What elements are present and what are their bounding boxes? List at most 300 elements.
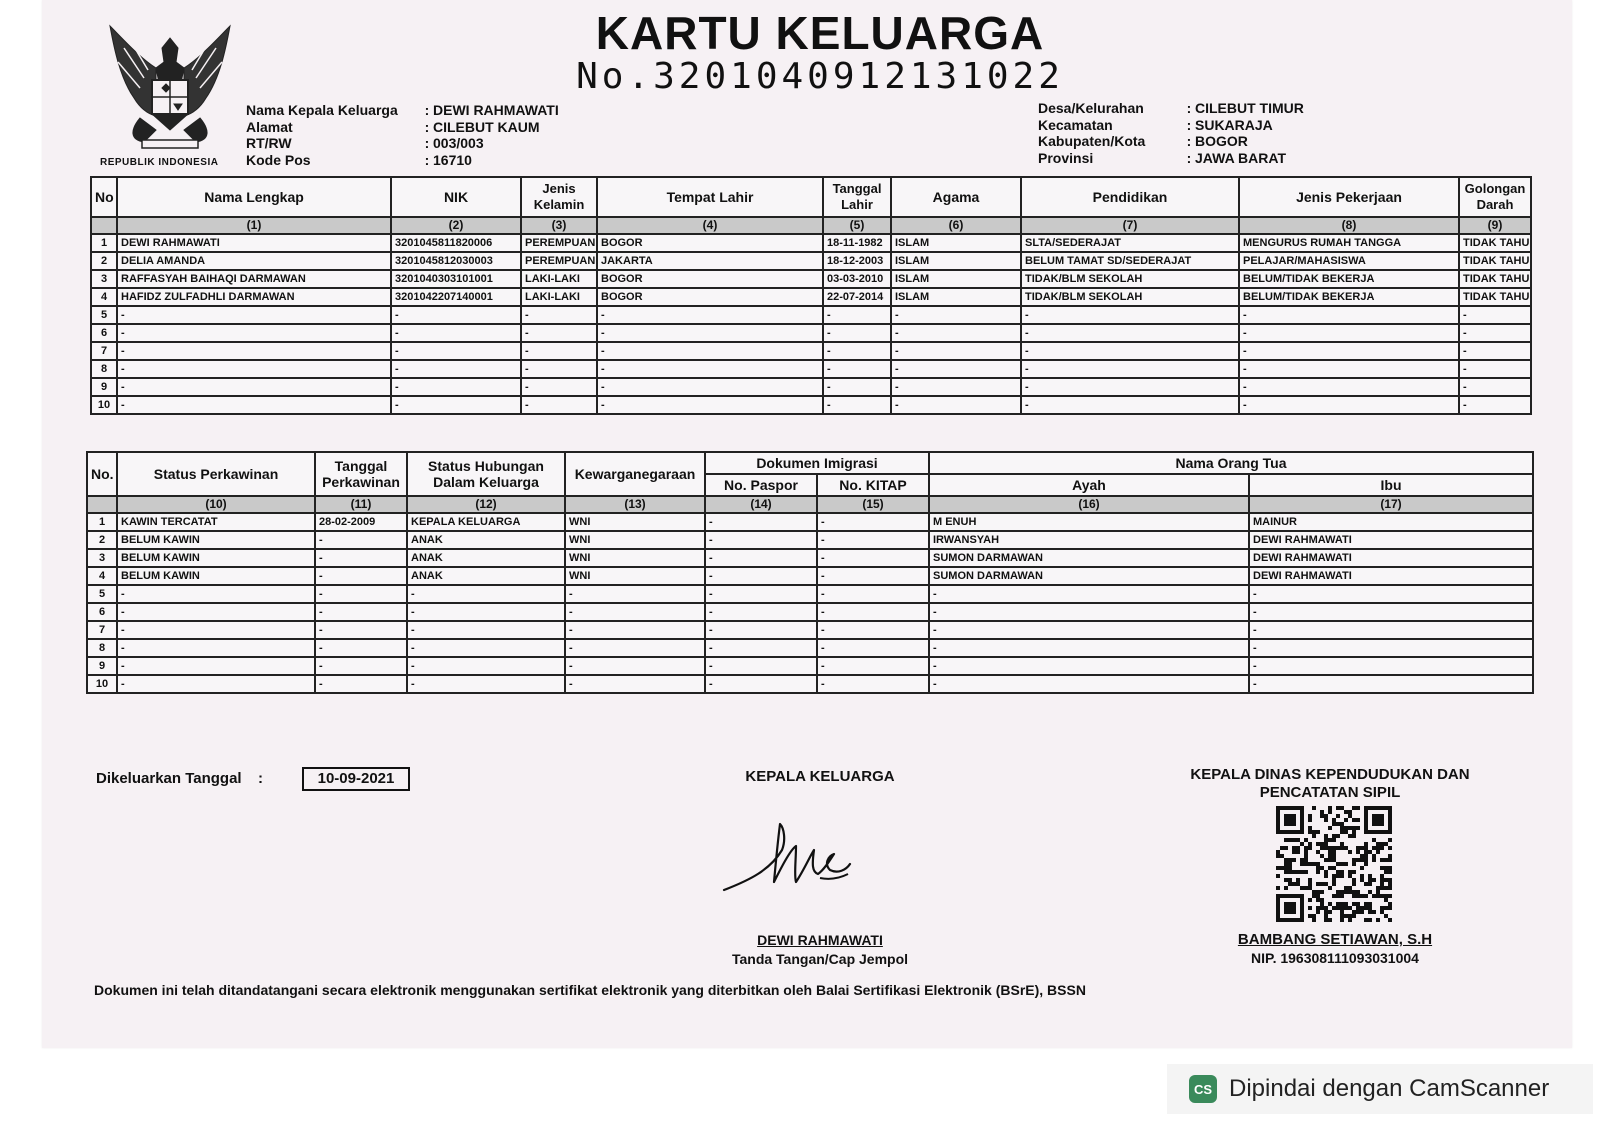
table-cell: - [1021,306,1239,324]
table-cell: LAKI-LAKI [521,270,597,288]
header-value: 16710 [433,151,472,168]
table-cell: - [565,675,705,693]
table-cell: BELUM KAWIN [117,549,315,567]
header-label: Desa/Kelurahan [1038,100,1144,116]
col-header: Dokumen Imigrasi [705,452,929,474]
table-cell: 22-07-2014 [823,288,891,306]
document-number [0,56,1600,97]
header-label: Provinsi [1038,149,1094,166]
table-cell: TIDAK TAHU [1459,270,1531,288]
camscanner-watermark [1167,1064,1593,1114]
table-cell: ANAK [407,531,565,549]
table-row [91,234,1531,252]
table-cell: - [929,585,1249,603]
header-row [1038,100,1304,117]
table-cell: MAINUR [1249,513,1533,531]
header-right [1038,100,1304,166]
table-cell: - [391,378,521,396]
table-cell: - [597,324,823,342]
table-cell: TIDAK TAHU [1459,234,1531,252]
table-cell: - [315,621,407,639]
table-cell: 2 [91,252,117,270]
table-cell: - [315,657,407,675]
header-value: SUKARAJA [1195,116,1273,133]
table-cell: 7 [91,342,117,360]
column-number: (4) [597,217,823,234]
table-cell: BOGOR [597,234,823,252]
official-heading-line: KEPALA DINAS KEPENDUDUKAN DAN [1190,766,1470,783]
table-cell: - [1239,342,1459,360]
table-cell: 4 [91,288,117,306]
col-header: Ayah [929,474,1249,496]
table-cell: BOGOR [597,288,823,306]
table-cell: - [823,306,891,324]
table-cell: 8 [87,639,117,657]
table-cell: - [521,306,597,324]
table-cell: ANAK [407,549,565,567]
table-cell: DEWI RAHMAWATI [1249,567,1533,585]
table-cell: - [521,342,597,360]
table-cell: - [391,324,521,342]
table-cell: - [823,396,891,414]
col-header: Agama [891,177,1021,217]
column-number [87,496,117,513]
table-cell: 10 [87,675,117,693]
table-cell: BELUM KAWIN [117,531,315,549]
table-cell: - [391,306,521,324]
column-number: (8) [1239,217,1459,234]
table-cell: - [407,639,565,657]
col-header: No. KITAP [817,474,929,496]
table-cell: - [315,675,407,693]
table-cell: IRWANSYAH [929,531,1249,549]
table-cell: - [705,513,817,531]
table-cell: WNI [565,549,705,567]
table-cell: - [1239,396,1459,414]
table-cell: - [1459,396,1531,414]
table-cell: - [407,657,565,675]
header-label: Nama Kepala Keluarga [246,102,398,118]
table-cell: 3 [91,270,117,288]
issued-date: 10-09-2021 [302,767,410,791]
header-value: CILEBUT TIMUR [1195,100,1304,116]
table-cell: - [705,603,817,621]
official-name: BAMBANG SETIAWAN, S.H [1237,931,1433,948]
table-cell: - [565,585,705,603]
header-row [246,119,559,136]
table-cell: - [315,549,407,567]
table-cell: - [565,639,705,657]
header-label: Kecamatan [1038,116,1113,133]
header-sep: : [424,118,430,135]
col-header: NIK [391,177,521,217]
table-row [91,288,1531,306]
table-cell: 3201040303101001 [391,270,521,288]
table-cell: 9 [91,378,117,396]
family-status-table [86,451,1534,694]
header-label: Kode Pos [246,151,311,168]
table-cell: - [817,549,929,567]
header-row [246,102,559,119]
table-cell: 18-12-2003 [823,252,891,270]
col-header: Status Perkawinan [117,452,315,496]
col-header: Tempat Lahir [597,177,823,217]
emblem-caption: REPUBLIK INDONESIA [100,157,219,168]
table-cell: - [705,657,817,675]
table-cell: - [891,378,1021,396]
official-nip: NIP. 196308111093031004 [1251,950,1419,966]
header-row [246,152,559,169]
column-number: (6) [891,217,1021,234]
table-cell: - [391,396,521,414]
table-cell: - [1459,378,1531,396]
column-number: (17) [1249,496,1533,513]
column-number [91,217,117,234]
header-row [1038,150,1304,167]
table-cell: - [1021,378,1239,396]
table-cell: PEREMPUAN [521,252,597,270]
table-cell: - [521,378,597,396]
table-cell: - [817,531,929,549]
table-cell: JAKARTA [597,252,823,270]
table-cell: - [705,549,817,567]
table-cell: 8 [91,360,117,378]
table-cell: 1 [87,513,117,531]
table-cell: 1 [91,234,117,252]
col-header: Kewarganegaraan [565,452,705,496]
table-row [91,378,1531,396]
table-cell: - [891,306,1021,324]
col-header: Jenis Pekerjaan [1239,177,1459,217]
table-cell: - [597,378,823,396]
header-sep: : [1186,116,1192,133]
table-cell: - [117,657,315,675]
table-cell: - [1021,360,1239,378]
table-cell: - [407,621,565,639]
table-cell: KEPALA KELUARGA [407,513,565,531]
table-cell: - [521,360,597,378]
official-heading [1170,766,1490,802]
header-sep: : [424,151,430,168]
table-cell: - [817,657,929,675]
family-status-body [87,496,1533,693]
header-value: 003/003 [433,135,484,151]
handwritten-signature [720,820,860,900]
table-row [87,549,1533,567]
column-number: (11) [315,496,407,513]
column-number: (7) [1021,217,1239,234]
table-cell: - [705,639,817,657]
table-cell: - [1249,639,1533,657]
header-sep: : [1186,149,1192,166]
table-row [91,324,1531,342]
table-cell: - [407,675,565,693]
table-cell: - [521,396,597,414]
table-cell: - [597,306,823,324]
table-cell: 3 [87,549,117,567]
header-row [246,135,559,152]
document-title: KARTU KELUARGA [595,7,1045,59]
table-cell: - [1249,675,1533,693]
table-cell: - [117,396,391,414]
table-cell: DEWI RAHMAWATI [1249,531,1533,549]
number-prefix: No. [576,56,654,97]
table-cell: - [929,603,1249,621]
header-sep: : [1186,133,1192,149]
header-sep: : [1186,100,1192,116]
table-cell: TIDAK TAHU [1459,288,1531,306]
col-header: Pendidikan [1021,177,1239,217]
table-cell: - [117,585,315,603]
table-cell: - [1459,324,1531,342]
family-members-body [91,217,1531,414]
table-cell: - [1239,324,1459,342]
column-number: (14) [705,496,817,513]
table-cell: - [117,675,315,693]
table-cell: 6 [91,324,117,342]
table-cell: WNI [565,531,705,549]
table-cell: 3201042207140001 [391,288,521,306]
table-cell: DEWI RAHMAWATI [1249,549,1533,567]
column-number-row [91,217,1531,234]
table-cell: - [391,342,521,360]
header-value: CILEBUT KAUM [433,118,540,135]
column-number: (16) [929,496,1249,513]
table-cell: 3201045812030003 [391,252,521,270]
table-cell: 7 [87,621,117,639]
table-cell: ISLAM [891,234,1021,252]
table-cell: - [117,639,315,657]
table-cell: TIDAK TAHU [1459,252,1531,270]
table-cell: - [705,621,817,639]
column-number: (2) [391,217,521,234]
table-row [91,252,1531,270]
table-cell: - [117,378,391,396]
table-cell: - [1249,603,1533,621]
table-cell: TIDAK/BLM SEKOLAH [1021,270,1239,288]
col-header: Ibu [1249,474,1533,496]
official-heading-line: PENCATATAN SIPIL [1259,784,1401,801]
table-row [91,270,1531,288]
table-cell: - [891,342,1021,360]
table-cell: - [565,603,705,621]
table-cell: PELAJAR/MAHASISWA [1239,252,1459,270]
table-cell: - [117,621,315,639]
table-cell: - [1249,585,1533,603]
table-row [91,396,1531,414]
table-cell: - [117,306,391,324]
table-cell: KAWIN TERCATAT [117,513,315,531]
table-cell: HAFIDZ ZULFADHLI DARMAWAN [117,288,391,306]
table-cell: - [1239,360,1459,378]
table-cell: - [817,603,929,621]
col-header: No. Paspor [705,474,817,496]
table-cell: ANAK [407,567,565,585]
head-signature-caption: Tanda Tangan/Cap Jempol [731,951,909,967]
table-cell: DELIA AMANDA [117,252,391,270]
table-cell: ISLAM [891,270,1021,288]
table-row [87,657,1533,675]
table-cell: 5 [91,306,117,324]
table-cell: - [1021,396,1239,414]
header-value: JAWA BARAT [1195,149,1286,166]
table-cell: BELUM/TIDAK BEKERJA [1239,270,1459,288]
col-header: Golongan Darah [1459,177,1531,217]
col-header: Tanggal Perkawinan [315,452,407,496]
column-number: (5) [823,217,891,234]
table-cell: - [521,324,597,342]
table-cell: - [1249,621,1533,639]
table-cell: - [823,342,891,360]
table-cell: - [891,396,1021,414]
table-cell: BELUM KAWIN [117,567,315,585]
table-cell: - [823,378,891,396]
table-cell: 3201045811820006 [391,234,521,252]
table-cell: - [407,585,565,603]
table-cell: 4 [87,567,117,585]
header-label: Kabupaten/Kota [1038,133,1146,149]
table-cell: ISLAM [891,252,1021,270]
table-row [87,513,1533,531]
table-cell: - [117,324,391,342]
qr-code-icon[interactable] [1268,806,1400,922]
table-cell: - [705,675,817,693]
table-cell: - [823,324,891,342]
table-cell: - [391,360,521,378]
table-cell: 6 [87,603,117,621]
table-cell: WNI [565,513,705,531]
table-cell: - [1459,306,1531,324]
table-cell: - [817,585,929,603]
header-label: Alamat [246,118,293,135]
column-number: (9) [1459,217,1531,234]
table-cell: - [315,531,407,549]
table-row [87,621,1533,639]
table-cell: - [315,585,407,603]
table-cell: - [1021,324,1239,342]
table-cell: - [117,360,391,378]
head-signature-name: DEWI RAHMAWATI [757,932,883,948]
table-row [91,306,1531,324]
col-header: No. [87,452,117,496]
column-number: (12) [407,496,565,513]
table-cell: - [929,675,1249,693]
table-row [87,567,1533,585]
header-value: BOGOR [1195,133,1248,149]
table-cell: - [1239,306,1459,324]
table-cell: - [705,567,817,585]
table-cell: - [705,585,817,603]
table-cell: BOGOR [597,270,823,288]
table-cell: - [565,621,705,639]
table-cell: 10 [91,396,117,414]
table-cell: - [817,621,929,639]
table-cell: PEREMPUAN [521,234,597,252]
table-cell: SUMON DARMAWAN [929,549,1249,567]
table-cell: 03-03-2010 [823,270,891,288]
table-cell: - [1239,378,1459,396]
col-header: Status Hubungan Dalam Keluarga [407,452,565,496]
table-cell: 18-11-1982 [823,234,891,252]
table-row [87,639,1533,657]
header-row [1038,133,1304,150]
table-cell: SLTA/SEDERAJAT [1021,234,1239,252]
table-cell: - [315,603,407,621]
camscanner-icon: CS [1189,1075,1217,1103]
table-cell: 2 [87,531,117,549]
table-cell: - [117,603,315,621]
header-value: DEWI RAHMAWATI [433,102,559,118]
col-header: Jenis Kelamin [521,177,597,217]
table-row [87,531,1533,549]
table-cell: - [929,639,1249,657]
issued-colon: : [258,770,263,787]
table-cell: - [117,342,391,360]
header-row [1038,117,1304,134]
col-header: Nama Lengkap [117,177,391,217]
issued-label: Dikeluarkan Tanggal [96,770,242,787]
table-row [87,585,1533,603]
column-number: (10) [117,496,315,513]
table-cell: - [929,657,1249,675]
footer-note: Dokumen ini telah ditandatangani secara elektronik menggunakan sertifikat elektronik yang diterbitkan oleh Balai Sertifikasi Elektronik (BSrE), BSSN [94,982,1086,998]
table-cell: - [817,675,929,693]
table-cell: BELUM TAMAT SD/SEDERAJAT [1021,252,1239,270]
header-sep: : [424,102,430,118]
camscanner-text: Dipindai dengan CamScanner [1229,1075,1550,1102]
table-cell: M ENUH [929,513,1249,531]
table-cell: - [407,603,565,621]
table-cell: - [891,324,1021,342]
header-left [246,102,559,168]
col-header: Tanggal Lahir [823,177,891,217]
table-cell: - [1459,342,1531,360]
col-header: No [91,177,117,217]
table-cell: TIDAK/BLM SEKOLAH [1021,288,1239,306]
table-cell: 5 [87,585,117,603]
table-cell: SUMON DARMAWAN [929,567,1249,585]
table-cell: - [597,360,823,378]
table-cell: ISLAM [891,288,1021,306]
table-row [87,603,1533,621]
head-signature-heading: KEPALA KELUARGA [745,768,895,785]
table-row [91,360,1531,378]
column-number: (3) [521,217,597,234]
column-number: (13) [565,496,705,513]
header-label: RT/RW [246,135,292,151]
table-cell: BELUM/TIDAK BEKERJA [1239,288,1459,306]
table-row [91,342,1531,360]
table-cell: - [823,360,891,378]
table-cell: - [817,513,929,531]
table-cell: WNI [565,567,705,585]
table-cell: - [315,567,407,585]
column-number-row [87,496,1533,513]
family-members-table [90,176,1532,415]
table-cell: - [1021,342,1239,360]
table-cell: LAKI-LAKI [521,288,597,306]
table-cell: 28-02-2009 [315,513,407,531]
table-cell: - [929,621,1249,639]
table-cell: - [597,396,823,414]
table-cell: - [597,342,823,360]
table-cell: - [705,531,817,549]
table-cell: - [565,657,705,675]
col-header: Nama Orang Tua [929,452,1533,474]
number-value: 3201040912131022 [653,56,1064,97]
table-cell: - [1249,657,1533,675]
table-cell: MENGURUS RUMAH TANGGA [1239,234,1459,252]
